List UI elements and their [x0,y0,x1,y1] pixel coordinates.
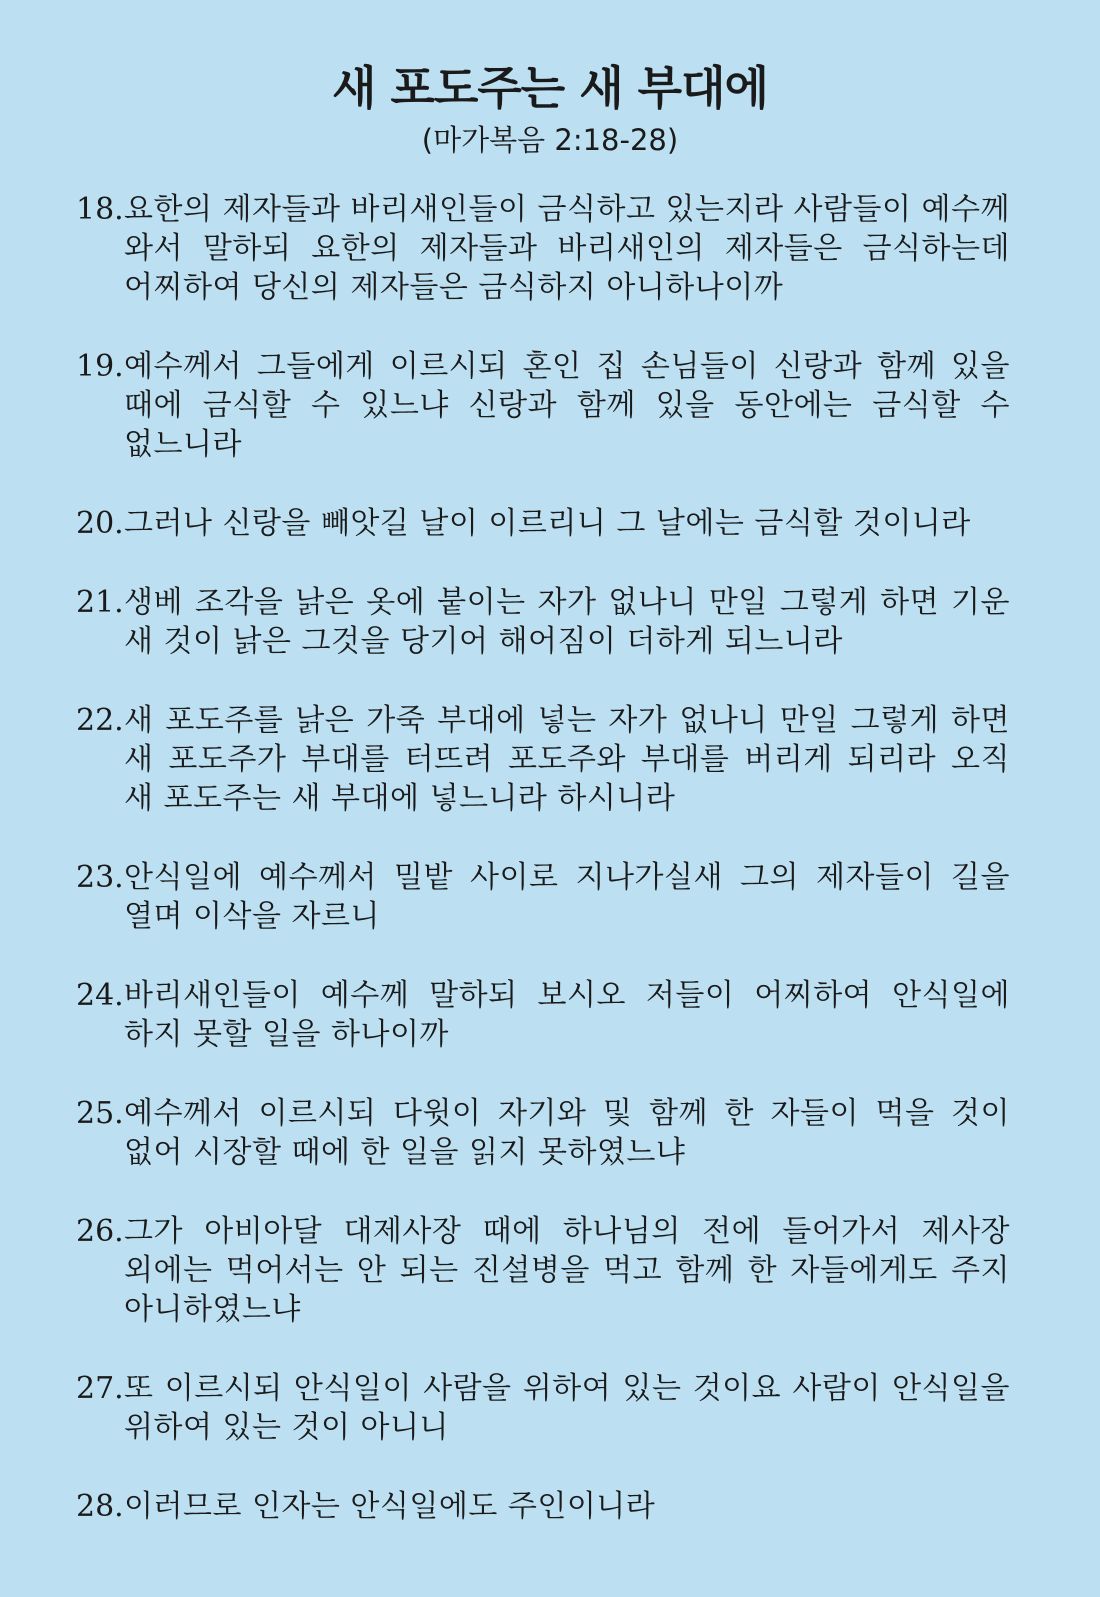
verse-number: 22. [76,703,124,738]
verse-text: 생베 조각을 낡은 옷에 붙이는 자가 없나니 만일 그렇게 하면 기운 새 것이 낡은 그것을 당기어 해어짐이 더하게 되느니라 [124,585,1010,659]
verse-text: 요한의 제자들과 바리새인들이 금식하고 있는지라 사람들이 예수께 와서 말하되 요한의 제자들과 바리새인의 제자들은 금식하는데 어찌하여 당신의 제자들은 금식하지 아니하나이까 [124,192,1010,305]
verse-number: 21. [76,585,124,620]
verse-text: 예수께서 이르시되 다윗이 자기와 및 함께 한 자들이 먹을 것이 없어 시장할 때에 한 일을 읽지 못하였느냐 [124,1096,1010,1170]
verse-number: 20. [76,506,124,541]
verse-23 [76,858,1010,936]
verse-26 [76,1212,1010,1329]
verse-25 [76,1094,1010,1172]
verse-number: 26. [76,1214,124,1249]
verse-28 [76,1487,1010,1526]
scripture-reference: (마가복음 2:18-28) [421,123,679,157]
verse-text: 안식일에 예수께서 밀밭 사이로 지나가실새 그의 제자들이 길을 열며 이삭을 자르니 [124,860,1010,934]
verse-18 [76,190,1010,307]
page-title: 새 포도주는 새 부대에 [332,61,768,115]
verse-text: 그러나 신랑을 빼앗길 날이 이르리니 그 날에는 금식할 것이니라 [124,506,971,541]
verse-text: 이러므로 인자는 안식일에도 주인이니라 [124,1489,656,1524]
verse-24 [76,976,1010,1054]
verse-27 [76,1369,1010,1447]
verse-text: 바리새인들이 예수께 말하되 보시오 저들이 어찌하여 안식일에 하지 못할 일을 하나이까 [124,978,1010,1052]
verse-number: 18. [76,192,124,227]
verse-22 [76,701,1010,818]
verse-number: 25. [76,1096,124,1131]
verse-number: 24. [76,978,124,1013]
verse-19 [76,347,1010,464]
verse-21 [76,583,1010,661]
verse-number: 28. [76,1489,124,1524]
verse-list [76,190,1010,1526]
verse-text: 그가 아비아달 대제사장 때에 하나님의 전에 들어가서 제사장 외에는 먹어서는 안 되는 진설병을 먹고 함께 한 자들에게도 주지 아니하였느냐 [124,1214,1010,1327]
verse-text: 예수께서 그들에게 이르시되 혼인 집 손님들이 신랑과 함께 있을 때에 금식할 수 있느냐 신랑과 함께 있을 동안에는 금식할 수 없느니라 [124,349,1010,462]
verse-number: 27. [76,1371,124,1406]
verse-text: 새 포도주를 낡은 가죽 부대에 넣는 자가 없나니 만일 그렇게 하면 새 포도주가 부대를 터뜨려 포도주와 부대를 버리게 되리라 오직 새 포도주는 새 부대에 넣느니라 하시니라 [124,703,1010,816]
verse-20 [76,504,1010,543]
verse-text: 또 이르시되 안식일이 사람을 위하여 있는 것이요 사람이 안식일을 위하여 있는 것이 아니니 [124,1371,1010,1445]
verse-number: 19. [76,349,124,384]
verse-number: 23. [76,860,124,895]
